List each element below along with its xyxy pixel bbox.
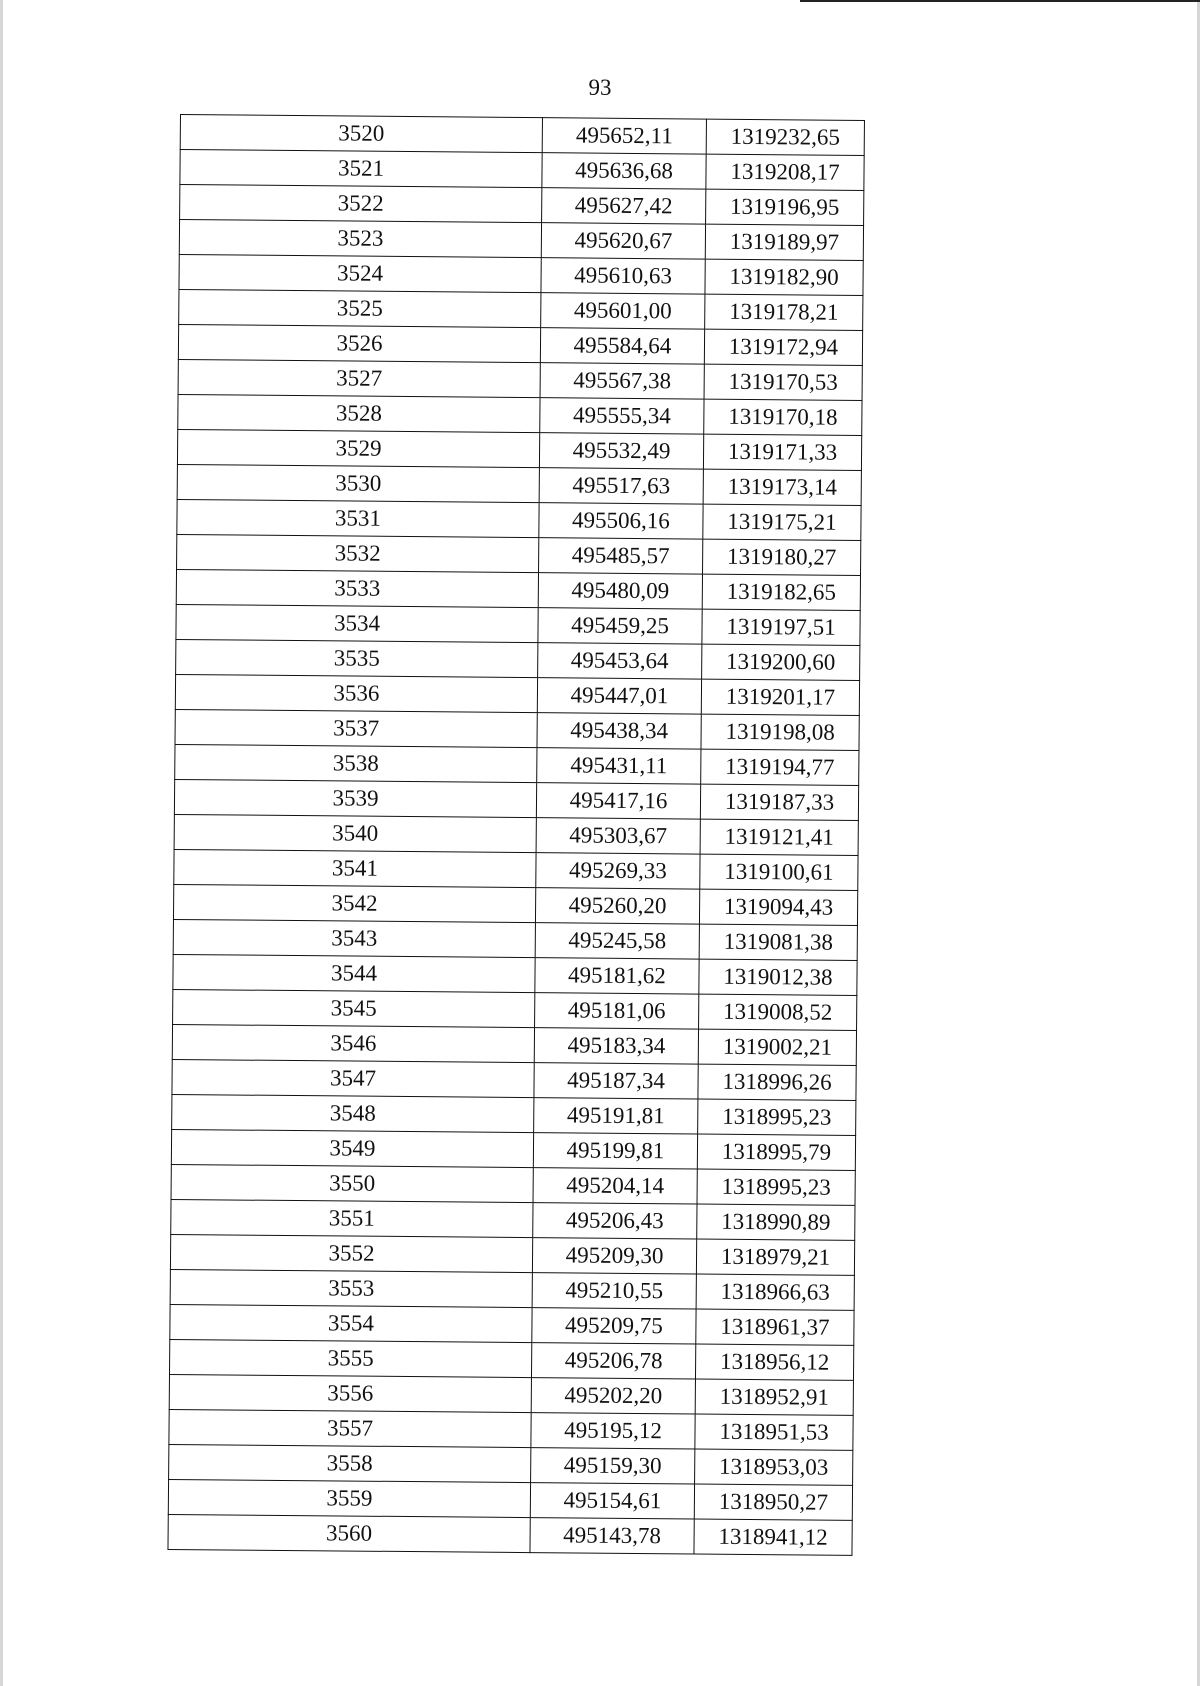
y-coordinate-cell: 1318995,79 — [697, 1134, 855, 1170]
x-coordinate-cell: 495206,43 — [533, 1203, 697, 1239]
x-coordinate-cell: 495183,34 — [534, 1028, 698, 1064]
table-row — [176, 639, 860, 680]
y-coordinate-cell: 1319197,51 — [702, 609, 860, 645]
y-coordinate-cell: 1318951,53 — [695, 1414, 853, 1450]
point-number-cell: 3538 — [175, 744, 537, 782]
x-coordinate-cell: 495652,11 — [542, 118, 706, 154]
table-row — [170, 1304, 854, 1345]
point-number-cell: 3552 — [170, 1234, 532, 1272]
table-row — [172, 1059, 856, 1100]
y-coordinate-cell: 1319172,94 — [704, 329, 862, 365]
point-number-cell: 3541 — [174, 849, 536, 887]
point-number-cell: 3537 — [175, 709, 537, 747]
point-number-cell: 3558 — [169, 1444, 531, 1482]
point-number-cell: 3540 — [174, 814, 536, 852]
table-row — [176, 569, 860, 610]
point-number-cell: 3560 — [168, 1514, 530, 1552]
table-row — [173, 954, 857, 995]
x-coordinate-cell: 495447,01 — [537, 678, 701, 714]
y-coordinate-cell: 1318966,63 — [696, 1274, 854, 1310]
table-row — [177, 464, 861, 505]
table-row — [175, 674, 859, 715]
y-coordinate-cell: 1318995,23 — [698, 1099, 856, 1135]
table-row — [171, 1164, 855, 1205]
point-number-cell: 3527 — [178, 359, 540, 397]
y-coordinate-cell: 1319081,38 — [699, 924, 857, 960]
x-coordinate-cell: 495143,78 — [530, 1518, 694, 1554]
point-number-cell: 3529 — [177, 429, 539, 467]
table-row — [169, 1444, 853, 1485]
table-row — [175, 744, 859, 785]
table-row — [171, 1199, 855, 1240]
table-row — [170, 1234, 854, 1275]
x-coordinate-cell: 495627,42 — [542, 188, 706, 224]
x-coordinate-cell: 495245,58 — [535, 923, 699, 959]
table-row — [178, 359, 862, 400]
y-coordinate-cell: 1319187,33 — [700, 784, 858, 820]
table-row — [180, 150, 864, 191]
x-coordinate-cell: 495303,67 — [536, 818, 700, 854]
point-number-cell: 3543 — [173, 919, 535, 957]
x-coordinate-cell: 495206,78 — [531, 1343, 695, 1379]
table-row — [169, 1374, 853, 1415]
y-coordinate-cell: 1319198,08 — [701, 714, 859, 750]
point-number-cell: 3554 — [170, 1304, 532, 1342]
point-number-cell: 3550 — [171, 1164, 533, 1202]
y-coordinate-cell: 1318961,37 — [696, 1309, 854, 1345]
x-coordinate-cell: 495204,14 — [533, 1168, 697, 1204]
table-row — [175, 709, 859, 750]
point-number-cell: 3522 — [180, 185, 542, 223]
table-row — [180, 185, 864, 226]
table-row — [173, 989, 857, 1030]
point-number-cell: 3528 — [178, 394, 540, 432]
x-coordinate-cell: 495181,06 — [535, 993, 699, 1029]
y-coordinate-cell: 1319194,77 — [701, 749, 859, 785]
point-number-cell: 3523 — [179, 220, 541, 258]
y-coordinate-cell: 1319100,61 — [700, 854, 858, 890]
y-coordinate-cell: 1319094,43 — [699, 889, 857, 925]
table-row — [171, 1129, 855, 1170]
x-coordinate-cell: 495610,63 — [541, 258, 705, 294]
point-number-cell: 3549 — [171, 1129, 533, 1167]
x-coordinate-cell: 495620,67 — [541, 223, 705, 259]
point-number-cell: 3559 — [168, 1479, 530, 1517]
x-coordinate-cell: 495269,33 — [536, 853, 700, 889]
y-coordinate-cell: 1319189,97 — [705, 224, 863, 260]
y-coordinate-cell: 1319178,21 — [705, 294, 863, 330]
x-coordinate-cell: 495195,12 — [531, 1413, 695, 1449]
x-coordinate-cell: 495260,20 — [535, 888, 699, 924]
point-number-cell: 3535 — [176, 639, 538, 677]
y-coordinate-cell: 1319182,65 — [702, 574, 860, 610]
x-coordinate-cell: 495485,57 — [539, 538, 703, 574]
y-coordinate-cell: 1318941,12 — [694, 1519, 852, 1555]
point-number-cell: 3542 — [173, 884, 535, 922]
y-coordinate-cell: 1318956,12 — [695, 1344, 853, 1380]
y-coordinate-cell: 1318953,03 — [695, 1449, 853, 1485]
coordinates-table-body — [168, 115, 864, 1556]
y-coordinate-cell: 1319200,60 — [702, 644, 860, 680]
x-coordinate-cell: 495210,55 — [532, 1273, 696, 1309]
x-coordinate-cell: 495532,49 — [539, 433, 703, 469]
x-coordinate-cell: 495555,34 — [540, 398, 704, 434]
y-coordinate-cell: 1319170,53 — [704, 364, 862, 400]
table-row — [179, 254, 863, 295]
table-row — [174, 814, 858, 855]
y-coordinate-cell: 1319012,38 — [699, 959, 857, 995]
y-coordinate-cell: 1318995,23 — [697, 1169, 855, 1205]
table-row — [179, 289, 863, 330]
y-coordinate-cell: 1319180,27 — [703, 539, 861, 575]
point-number-cell: 3548 — [172, 1094, 534, 1132]
table-row — [170, 1269, 854, 1310]
y-coordinate-cell: 1318996,26 — [698, 1064, 856, 1100]
point-number-cell: 3536 — [175, 674, 537, 712]
x-coordinate-cell: 495417,16 — [536, 783, 700, 819]
y-coordinate-cell: 1318990,89 — [697, 1204, 855, 1240]
x-coordinate-cell: 495199,81 — [533, 1133, 697, 1169]
y-coordinate-cell: 1319171,33 — [703, 434, 861, 470]
point-number-cell: 3551 — [171, 1199, 533, 1237]
table-row — [179, 220, 863, 261]
table-row — [168, 1514, 852, 1555]
x-coordinate-cell: 495506,16 — [539, 503, 703, 539]
y-coordinate-cell: 1318979,21 — [696, 1239, 854, 1275]
point-number-cell: 3524 — [179, 254, 541, 292]
point-number-cell: 3544 — [173, 954, 535, 992]
point-number-cell: 3553 — [170, 1269, 532, 1307]
point-number-cell: 3534 — [176, 604, 538, 642]
y-coordinate-cell: 1318950,27 — [694, 1484, 852, 1520]
x-coordinate-cell: 495159,30 — [531, 1448, 695, 1484]
table-row — [178, 394, 862, 435]
page-number: 93 — [588, 75, 612, 100]
y-coordinate-cell: 1319232,65 — [706, 119, 864, 155]
point-number-cell: 3555 — [170, 1339, 532, 1377]
point-number-cell: 3520 — [180, 115, 542, 153]
y-coordinate-cell: 1319170,18 — [704, 399, 862, 435]
point-number-cell: 3530 — [177, 464, 539, 502]
point-number-cell: 3557 — [169, 1409, 531, 1447]
point-number-cell: 3526 — [178, 324, 540, 362]
table-row — [174, 779, 858, 820]
point-number-cell: 3525 — [179, 289, 541, 327]
table-row — [172, 1024, 856, 1065]
table-row — [170, 1339, 854, 1380]
table-row — [180, 115, 864, 156]
y-coordinate-cell: 1318952,91 — [695, 1379, 853, 1415]
scan-edge-left — [0, 0, 3, 1686]
table-row — [173, 919, 857, 960]
x-coordinate-cell: 495187,34 — [534, 1063, 698, 1099]
coordinates-table — [167, 114, 865, 1556]
point-number-cell: 3533 — [176, 569, 538, 607]
table-row — [174, 849, 858, 890]
x-coordinate-cell: 495480,09 — [538, 573, 702, 609]
y-coordinate-cell: 1319173,14 — [703, 469, 861, 505]
table-row — [169, 1409, 853, 1450]
x-coordinate-cell: 495517,63 — [539, 468, 703, 504]
table-row — [177, 534, 861, 575]
table-row — [172, 1094, 856, 1135]
table-row — [177, 429, 861, 470]
x-coordinate-cell: 495636,68 — [542, 153, 706, 189]
x-coordinate-cell: 495453,64 — [538, 643, 702, 679]
table-row — [173, 884, 857, 925]
point-number-cell: 3556 — [169, 1374, 531, 1412]
y-coordinate-cell: 1319182,90 — [705, 259, 863, 295]
x-coordinate-cell: 495459,25 — [538, 608, 702, 644]
point-number-cell: 3547 — [172, 1059, 534, 1097]
x-coordinate-cell: 495431,11 — [537, 748, 701, 784]
x-coordinate-cell: 495209,75 — [532, 1308, 696, 1344]
point-number-cell: 3531 — [177, 499, 539, 537]
point-number-cell: 3539 — [174, 779, 536, 817]
point-number-cell: 3545 — [173, 989, 535, 1027]
coordinates-table-wrapper — [167, 114, 865, 1556]
point-number-cell: 3521 — [180, 150, 542, 188]
table-row — [177, 499, 861, 540]
scan-top-rule — [800, 0, 1200, 2]
y-coordinate-cell: 1319121,41 — [700, 819, 858, 855]
y-coordinate-cell: 1319208,17 — [706, 154, 864, 190]
table-row — [176, 604, 860, 645]
x-coordinate-cell: 495567,38 — [540, 363, 704, 399]
y-coordinate-cell: 1319002,21 — [698, 1029, 856, 1065]
table-row — [168, 1479, 852, 1520]
y-coordinate-cell: 1319201,17 — [701, 679, 859, 715]
point-number-cell: 3546 — [172, 1024, 534, 1062]
x-coordinate-cell: 495202,20 — [531, 1378, 695, 1414]
x-coordinate-cell: 495209,30 — [532, 1238, 696, 1274]
table-row — [178, 324, 862, 365]
y-coordinate-cell: 1319175,21 — [703, 504, 861, 540]
x-coordinate-cell: 495181,62 — [535, 958, 699, 994]
x-coordinate-cell: 495438,34 — [537, 713, 701, 749]
point-number-cell: 3532 — [177, 534, 539, 572]
x-coordinate-cell: 495584,64 — [540, 328, 704, 364]
y-coordinate-cell: 1319008,52 — [699, 994, 857, 1030]
x-coordinate-cell: 495154,61 — [530, 1483, 694, 1519]
y-coordinate-cell: 1319196,95 — [706, 189, 864, 225]
x-coordinate-cell: 495191,81 — [534, 1098, 698, 1134]
x-coordinate-cell: 495601,00 — [541, 293, 705, 329]
